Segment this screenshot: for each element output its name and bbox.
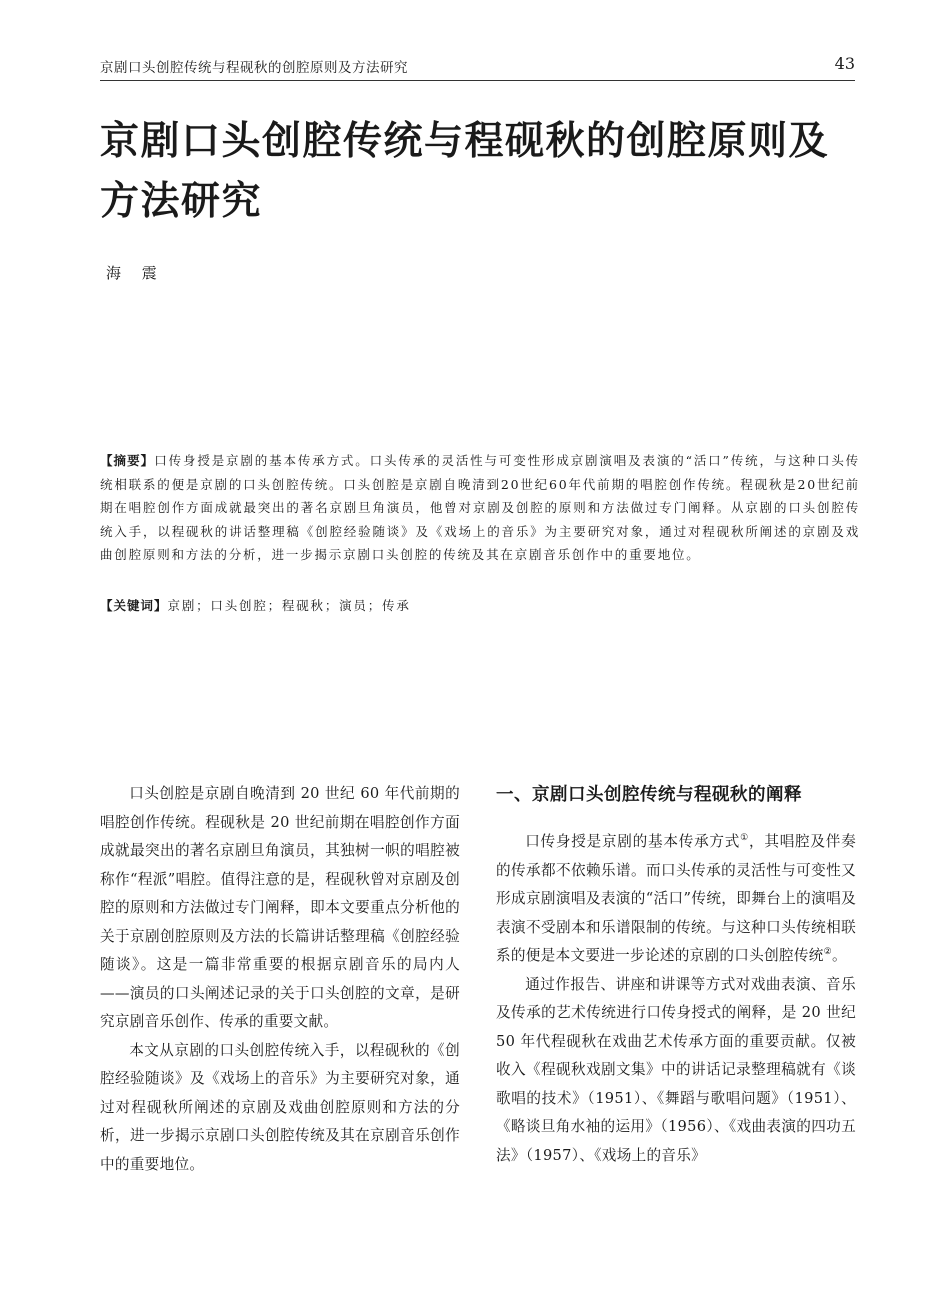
article-title: 京剧口头创腔传统与程砚秋的创腔原则及方法研究 [100,119,830,224]
abstract-text: 口传身授是京剧的基本传承方式。口头传承的灵活性与可变性形成京剧演唱及表演的“活口”传统，与这种口头传统相联系的便是京剧的口头创腔传统。口头创腔是京剧自晚清到20世纪60年代前期的唱腔创作传统。程砚秋是20世纪前期在唱腔创作方面成就最突出的著名京剧旦角演员，他曾对京剧及创腔的原则和方法做过专门阐释。从京剧的口头创腔传统入手，以程砚秋的讲话整理稿《创腔经验随谈》及《戏场上的音乐》为主要研究对象，通过对程砚秋所阐述的京剧及戏曲创腔原则和方法的分析，进一步揭示京剧口头创腔的传统及其在京剧音乐创作中的重要地位。 [100,453,860,562]
running-head [100,52,855,81]
right-column [496,780,856,1170]
abstract [100,449,860,567]
paragraph-text: 口传身授是京剧的基本传承方式 [525,833,741,850]
body-paragraph: 本文从京剧的口头创腔传统入手，以程砚秋的《创腔经验随谈》及《戏场上的音乐》为主要研究对象，通过对程砚秋所阐述的京剧及戏曲创腔原则和方法的分析，进一步揭示京剧口头创腔传统及其在京剧音乐创作中的重要地位。 [100,1041,460,1173]
keywords-text: 京剧；口头创腔；程砚秋；演员；传承 [167,598,411,613]
section-heading: 一、京剧口头创腔传统与程砚秋的阐释 [496,785,802,805]
keywords [100,595,860,617]
footnote-ref: ① [740,833,749,844]
abstract-label: 【摘要】 [100,453,155,468]
paragraph-text: 。 [832,947,847,964]
running-title: 京剧口头创腔传统与程砚秋的创腔原则及方法研究 [100,60,408,76]
keywords-label: 【关键词】 [100,598,168,613]
paragraph-text: ，其唱腔及伴奏的传承都不依赖乐谱。而口头传承的灵活性与可变性又形成京剧演唱及表演的“活口”传统，即舞台上的演唱及表演不受剧本和乐谱限制的传统。与这种口头传统相联系的便是本文要进一步论述的京剧的口头创腔传统 [496,833,857,964]
author-name: 海 震 [106,264,165,282]
body-paragraph: 口头创腔是京剧自晚清到 20 世纪 60 年代前期的唱腔创作传统。程砚秋是 20 世纪前期在唱腔创作方面成就最突出的著名京剧旦角演员，其独树一帜的唱腔被称作“程派”唱腔。值得注意的是，程砚秋曾对京剧及创腔的原则和方法做过专门阐释，即本文要重点分析他的关于京剧创腔原则及方法的长篇讲话整理稿《创腔经验随谈》。这是一篇非常重要的根据京剧音乐的局内人——演员的口头阐述记录的关于口头创腔的文章，是研究京剧音乐创作、传承的重要文献。 [100,785,460,1030]
body-paragraph: 通过作报告、讲座和讲课等方式对戏曲表演、音乐及传承的艺术传统进行口传身授式的阐释，是 20 世纪 50 年代程砚秋在戏曲艺术传承方面的重要贡献。仅被收入《程砚秋戏剧文集》中的讲话记录整理稿就有《谈歌唱的技术》（1951）、《舞蹈与歌唱问题》（1951）、《略谈旦角水袖的运用》（1956）、《戏曲表演的四功五法》（1957）、《戏场上的音乐》 [496,975,856,1164]
page-number: 43 [834,54,855,73]
footnote-ref: ② [823,947,833,958]
body-paragraph [496,828,856,971]
left-column [100,780,460,1179]
